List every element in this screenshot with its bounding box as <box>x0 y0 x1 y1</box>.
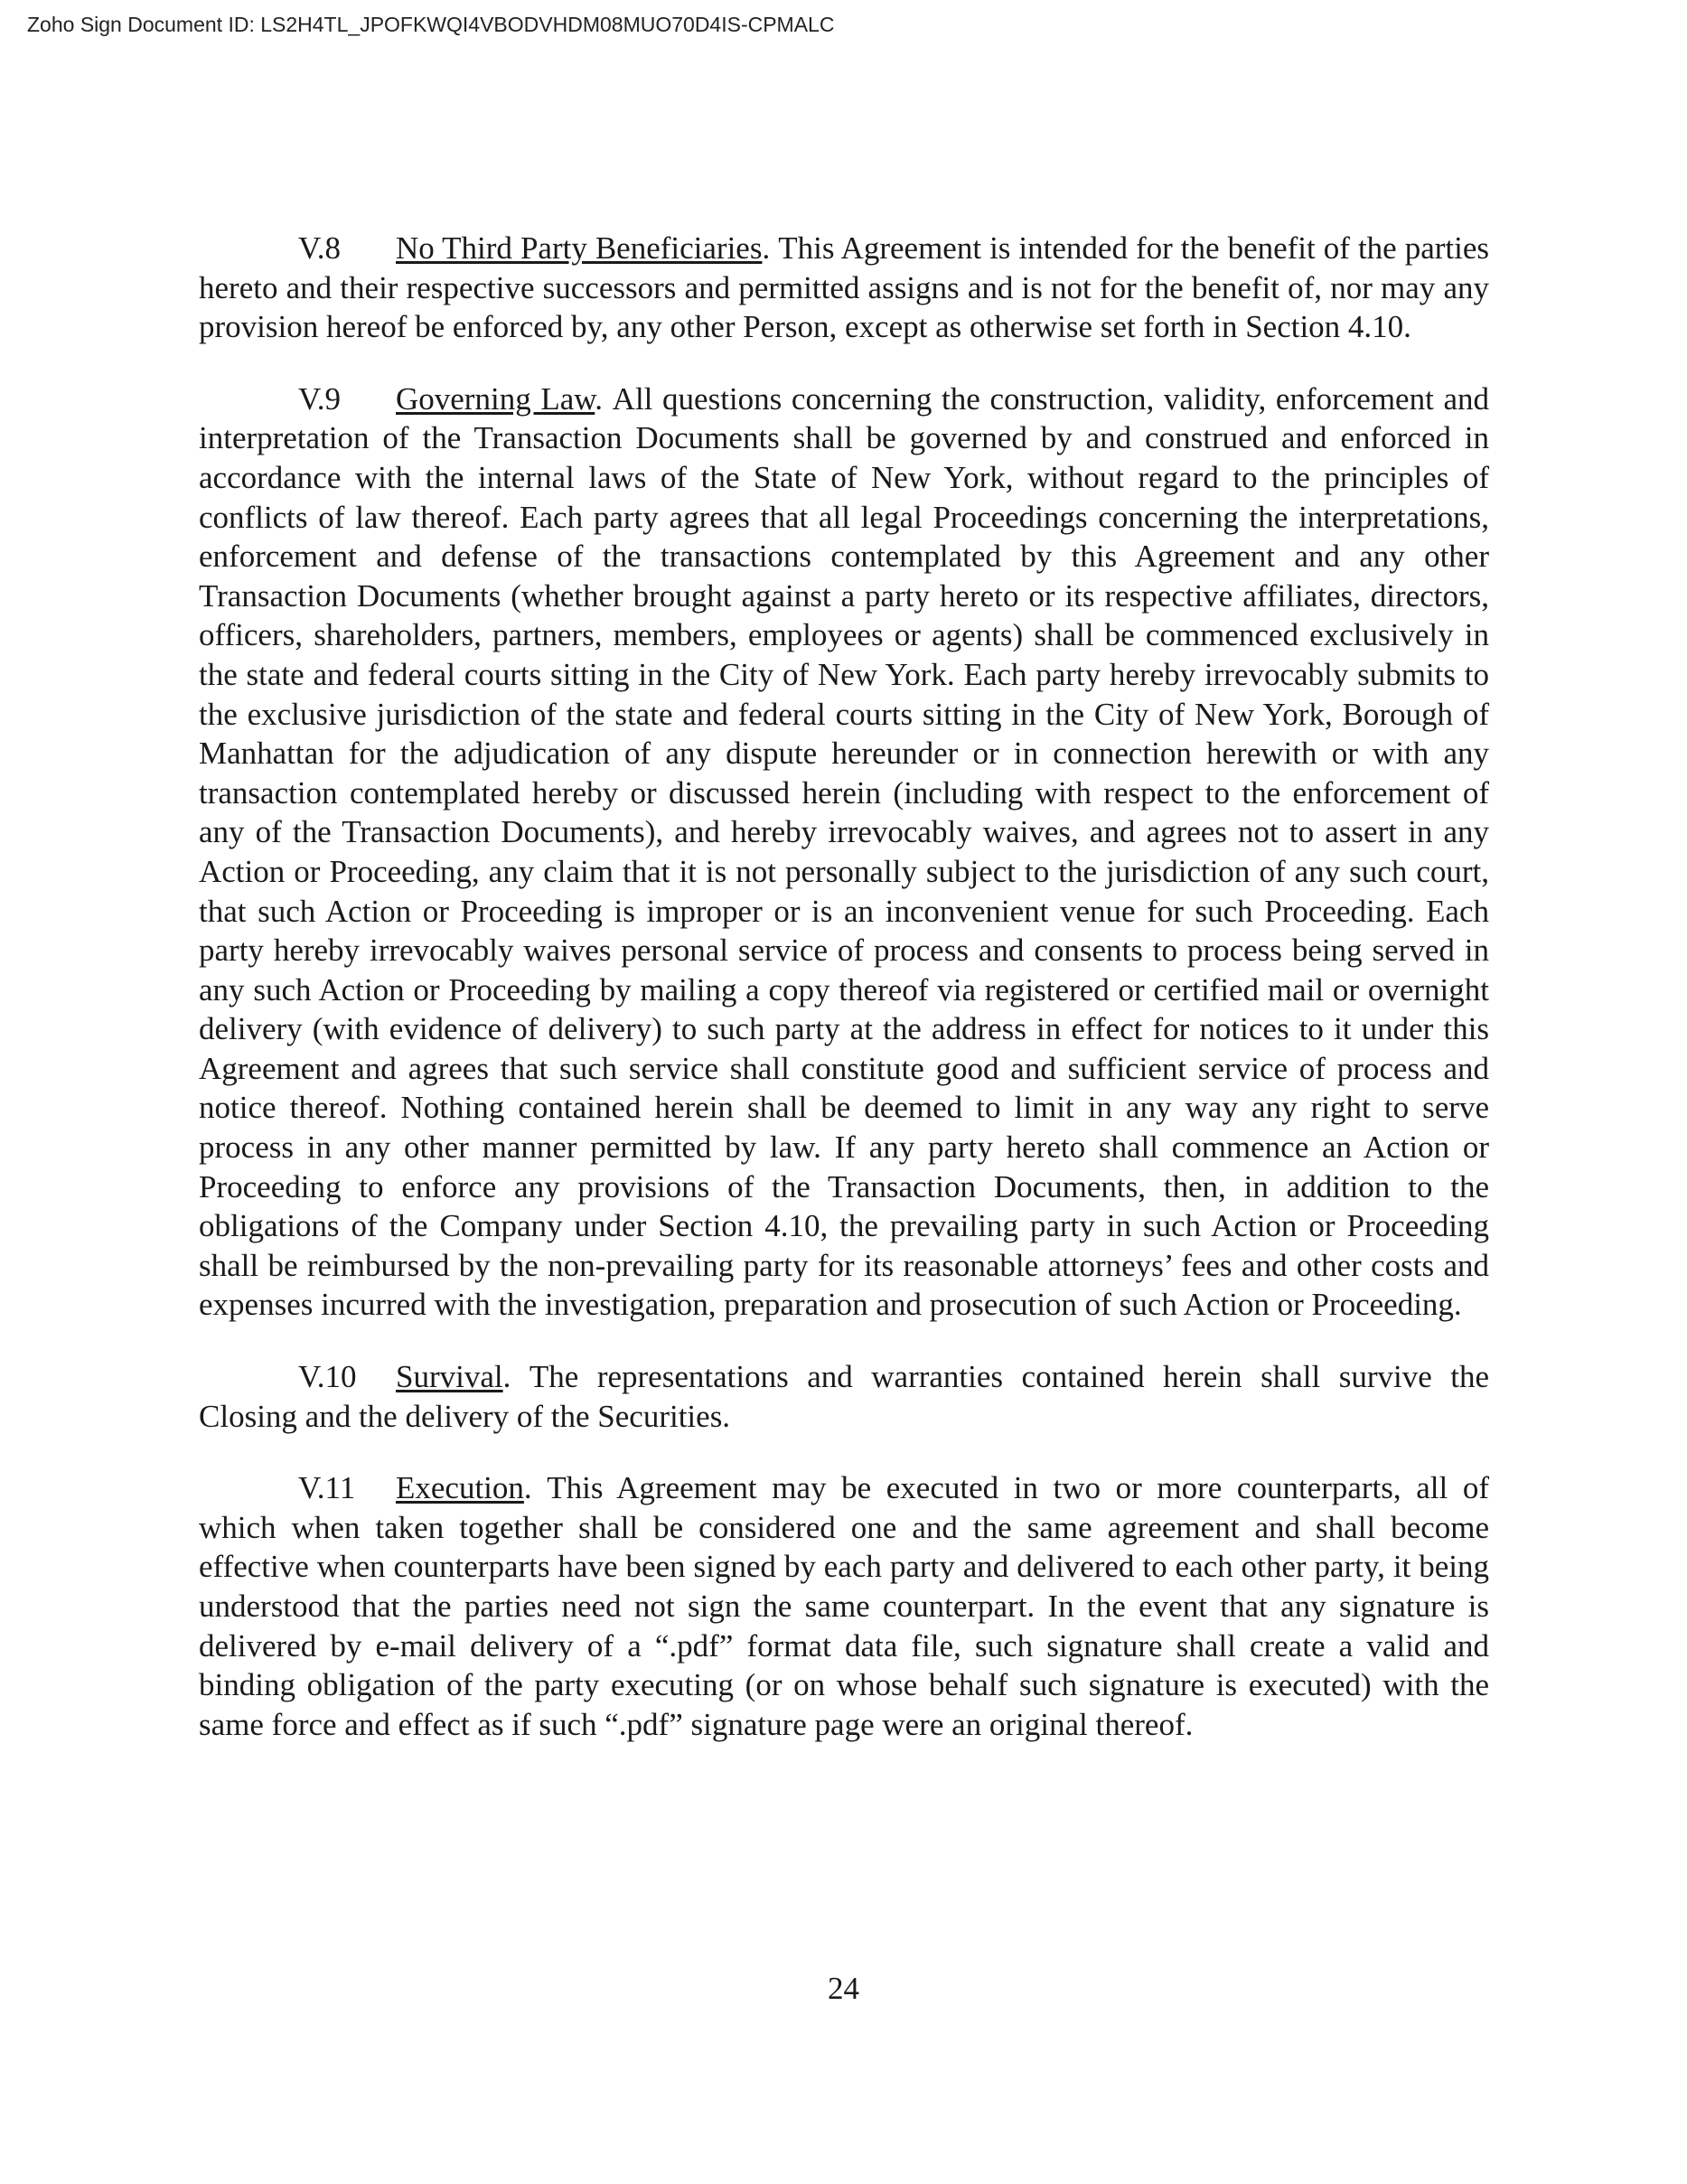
document-body <box>199 229 1489 1776</box>
section-body: This Agreement is intended for the benefit of the parties hereto and their respective successors and permitted assigns and is not for the benefit of, nor may any provision hereof be enforced by, any other Person, except as otherwise set forth in Section 4.10. <box>199 230 1490 345</box>
document-id-header: Zoho Sign Document ID: LS2H4TL_JPOFKWQI4VBODVHDM08MUO70D4IS-CPMALC <box>27 13 835 36</box>
section-body: All questions concerning the construction, validity, enforcement and interpretation of the Transaction Documents shall be governed by and construed and enforced in accordance with the internal laws of the State of New York, without regard to the principles of conflicts of law thereof. Each party agrees that all legal Proceedings concerning the interpretations, enforcement and defense of the transactions contemplated by this Agreement and any other Transaction Documents (whether brought against a party hereto or its respective affiliates, directors, officers, shareholders, partners, members, employees or agents) shall be commenced exclusively in the state and federal courts sitting in the City of New York. Each party hereby irrevocably submits to the exclusive jurisdiction of the state and federal courts sitting in the City of New York, Borough of Manhattan for the adjudication of any dispute hereunder or in connection herewith or with any transaction contemplated hereby or discussed herein (including with respect to the enforcement of any of the Transaction Documents), and hereby irrevocably waives, and agrees not to assert in any Action or Proceeding, any claim that it is not personally subject to the jurisdiction of any such court, that such Action or Proceeding is improper or is an inconvenient venue for such Proceeding. Each party hereby irrevocably waives personal service of process and consents to process being served in any such Action or Proceeding by mailing a copy thereof via registered or certified mail or overnight delivery (with evidence of delivery) to such party at the address in effect for notices to it under this Agreement and agrees that such service shall constitute good and sufficient service of process and notice thereof. Nothing contained herein shall be deemed to limit in any way any right to serve process in any other manner permitted by law. If any party hereto shall commence an Action or Proceeding to enforce any provisions of the Transaction Documents, then, in addition to the obligations of the Company under Section 4.10, the prevailing party in such Action or Proceeding shall be reimbursed by the non-prevailing party for its reasonable attorneys’ fees and other costs and expenses incurred with the investigation, preparation and prosecution of such Action or Proceeding. <box>199 380 1490 1323</box>
section-number: V.11 <box>298 1470 356 1506</box>
section-number: V.10 <box>298 1359 357 1395</box>
section-v11: V.11 Execution. This Agreement may be executed in two or more counterparts, all of which when taken together shall be considered one and the same agreement and shall become effective when counterparts have been signed by each party and delivered to each other party, it being understood that the parties need not sign the same counterpart. In the event that any signature is delivered by e-mail delivery of a “.pdf” format data file, such signature shall create a valid and binding obligation of the party executing (or on whose behalf such signature is executed) with the same force and effect as if such “.pdf” signature page were an original thereof. <box>199 1470 1489 1742</box>
section-heading: Governing Law <box>396 380 595 417</box>
section-heading: Execution <box>396 1470 524 1506</box>
section-number: V.8 <box>298 230 342 266</box>
page-number: 24 <box>828 1971 859 2006</box>
section-v8: V.8 No Third Party Beneficiaries. This Agreement is intended for the benefit of the parties hereto and their respective successors and permitted assigns and is not for the benefit of, nor may any provision hereof be enforced by, any other Person, except as otherwise set forth in Section 4.10. <box>199 230 1490 345</box>
section-heading: No Third Party Beneficiaries <box>396 230 763 266</box>
section-number: V.9 <box>298 380 342 417</box>
section-v9: V.9 Governing Law. All questions concerning the construction, validity, enforcement and interpretation of the Transaction Documents shall be governed by and construed and enforced in accordance with the internal laws of the State of New York, without regard to the principles of conflicts of law thereof. Each party agrees that all legal Proceedings concerning the interpretations, enforcement and defense of the transactions contemplated by this Agreement and any other Transaction Documents (whether brought against a party hereto or its respective affiliates, directors, officers, shareholders, partners, members, employees or agents) shall be commenced exclusively in the state and federal courts sitting in the City of New York. Each party hereby irrevocably submits to the exclusive jurisdiction of the state and federal courts sitting in the City of New York, Borough of Manhattan for the adjudication of any dispute hereunder or in connection herewith or with any transaction contemplated hereby or discussed herein (including with respect to the enforcement of any of the Transaction Documents), and hereby irrevocably waives, and agrees not to assert in any Action or Proceeding, any claim that it is not personally subject to the jurisdiction of any such court, that such Action or Proceeding is improper or is an inconvenient venue for such Proceeding. Each party hereby irrevocably waives personal service of process and consents to process being served in any such Action or Proceeding by mailing a copy thereof via registered or certified mail or overnight delivery (with evidence of delivery) to such party at the address in effect for notices to it under this Agreement and agrees that such service shall constitute good and sufficient service of process and notice thereof. Nothing contained herein shall be deemed to limit in any way any right to serve process in any other manner permitted by law. If any party hereto shall commence an Action or Proceeding to enforce any provisions of the Transaction Documents, then, in addition to the obligations of the Company under Section 4.10, the prevailing party in such Action or Proceeding shall be reimbursed by the non-prevailing party for its reasonable attorneys’ fees and other costs and expenses incurred with the investigation, preparation and prosecution of such Action or Proceeding. <box>199 380 1490 1323</box>
section-body: This Agreement may be executed in two or more counterparts, all of which when taken together shall be considered one and the same agreement and shall become effective when counterparts have been signed by each party and delivered to each other party, it being understood that the parties need not sign the same counterpart. In the event that any signature is delivered by e-mail delivery of a “.pdf” format data file, such signature shall create a valid and binding obligation of the party executing (or on whose behalf such signature is executed) with the same force and effect as if such “.pdf” signature page were an original thereof. <box>199 1470 1489 1742</box>
section-heading: Survival <box>396 1359 503 1395</box>
section-v10: V.10 Survival. The representations and warranties contained herein shall survive the Closing and the delivery of the Securities. <box>199 1359 1490 1434</box>
section-body: The representations and warranties contained herein shall survive the Closing and the delivery of the Securities. <box>199 1359 1490 1434</box>
